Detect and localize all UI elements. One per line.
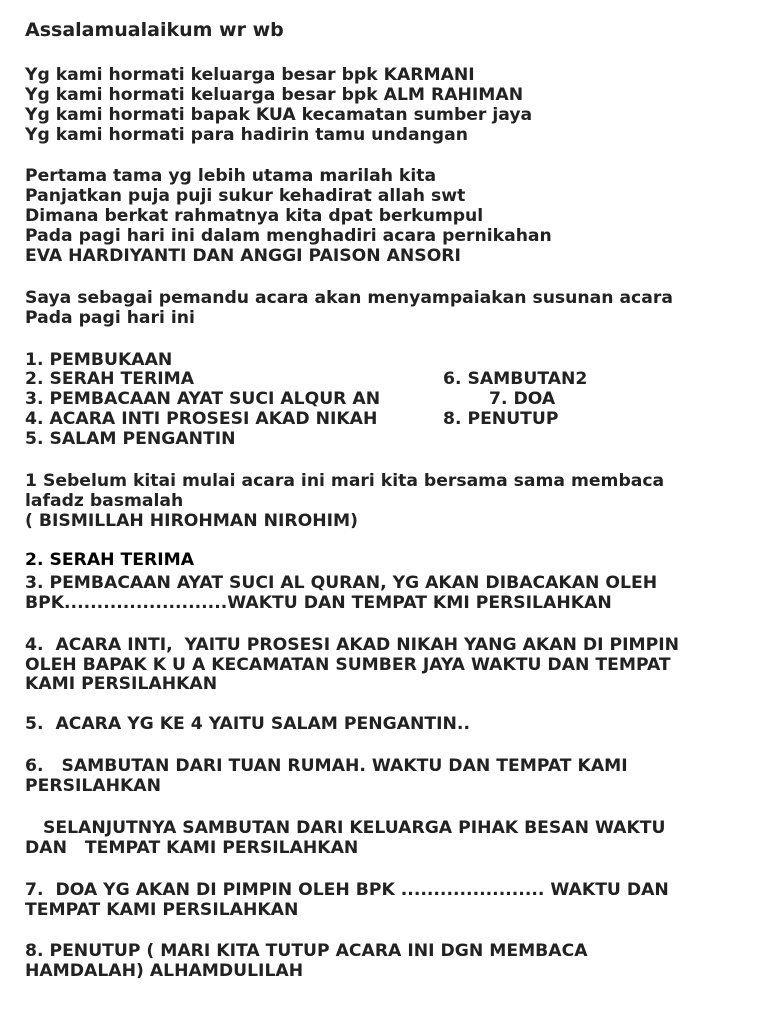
opening-line: Dimana berkat rahmatnya kita dpat berkumpul — [25, 206, 484, 226]
section-7-line: TEMPAT KAMI PERSILAHKAN — [25, 900, 299, 920]
section-2-heading: 2. SERAH TERIMA — [25, 550, 194, 570]
salutation-line: Yg kami hormati bapak KUA kecamatan sumber jaya — [25, 105, 533, 125]
opening-line: Panjatkan puja puji sukur kehadirat allah swt — [25, 186, 466, 206]
section-1-line: ( BISMILLAH HIROHMAN NIROHIM) — [25, 511, 358, 531]
agenda-item: 6. SAMBUTAN2 — [443, 369, 588, 389]
section-7-line: 7. DOA YG AKAN DI PIMPIN OLEH BPK ...................... WAKTU DAN — [25, 880, 669, 900]
agenda-item: 4. ACARA INTI PROSESI AKAD NIKAH — [25, 409, 378, 429]
greeting-heading: Assalamualaikum wr wb — [25, 19, 284, 41]
agenda-item: 3. PEMBACAAN AYAT SUCI ALQUR AN — [25, 389, 381, 409]
section-1-line: 1 Sebelum kitai mulai acara ini mari kita bersama sama membaca — [25, 471, 665, 491]
agenda-item: 5. SALAM PENGANTIN — [25, 429, 236, 449]
section-4-line: KAMI PERSILAHKAN — [25, 674, 218, 694]
agenda-item: 8. PENUTUP — [443, 409, 559, 429]
salutation-line: Yg kami hormati keluarga besar bpk ALM RAHIMAN — [25, 85, 524, 105]
opening-line: Pertama tama yg lebih utama marilah kita — [25, 166, 437, 186]
section-6-line: 6. SAMBUTAN DARI TUAN RUMAH. WAKTU DAN TEMPAT KAMI — [25, 756, 628, 776]
agenda-item: 7. DOA — [489, 389, 556, 409]
agenda-item: 1. PEMBUKAAN — [25, 350, 173, 370]
salutation-line: Yg kami hormati keluarga besar bpk KARMANI — [25, 65, 475, 85]
opening-line: Pada pagi hari ini dalam menghadiri acara pernikahan — [25, 226, 552, 246]
section-3-line: BPK.........................WAKTU DAN TEMPAT KMI PERSILAHKAN — [25, 593, 612, 613]
couple-names: EVA HARDIYANTI DAN ANGGI PAISON ANSORI — [25, 246, 461, 266]
agenda-item: 2. SERAH TERIMA — [25, 369, 194, 389]
section-4-line: 4. ACARA INTI, YAITU PROSESI AKAD NIKAH YANG AKAN DI PIMPIN — [25, 635, 679, 655]
section-5-line: 5. ACARA YG KE 4 YAITU SALAM PENGANTIN.. — [25, 714, 470, 734]
salutation-line: Yg kami hormati para hadirin tamu undangan — [25, 125, 468, 145]
section-1-line: lafadz basmalah — [25, 491, 184, 511]
intro-line: Saya sebagai pemandu acara akan menyampaiakan susunan acara — [25, 288, 673, 308]
section-6b-line: DAN TEMPAT KAMI PERSILAHKAN — [25, 838, 359, 858]
section-4-line: OLEH BAPAK K U A KECAMATAN SUMBER JAYA WAKTU DAN TEMPAT — [25, 655, 671, 675]
section-8-line: HAMDALAH) ALHAMDULILAH — [25, 961, 304, 981]
section-3-line: 3. PEMBACAAN AYAT SUCI AL QURAN, YG AKAN DIBACAKAN OLEH — [25, 573, 658, 593]
section-8-line: 8. PENUTUP ( MARI KITA TUTUP ACARA INI DGN MEMBACA — [25, 941, 588, 961]
intro-line: Pada pagi hari ini — [25, 308, 195, 328]
section-6-line: PERSILAHKAN — [25, 776, 161, 796]
section-6b-line: SELANJUTNYA SAMBUTAN DARI KELUARGA PIHAK BESAN WAKTU — [25, 818, 666, 838]
